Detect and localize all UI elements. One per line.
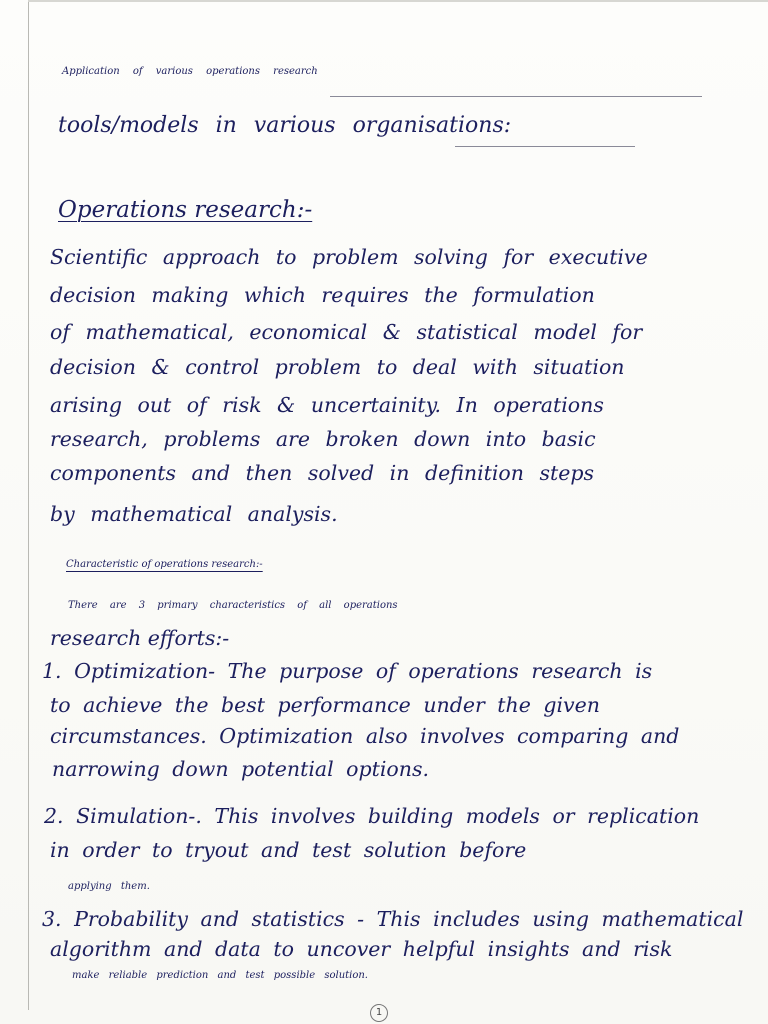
page-number: 1 [370,1004,388,1022]
intro-line: research efforts:- [50,626,230,650]
list-item-optimization-line: circumstances. Optimization also involves comparing and [50,724,680,748]
page-top-edge [28,0,768,2]
paragraph-line: decision making which requires the formulation [50,283,595,307]
section-heading-characteristics: Characteristic of operations research:- [66,559,263,570]
list-item-probability-line: algorithm and data to uncover helpful insights and risk [50,937,673,961]
list-item-probability-line: make reliable prediction and test possible solution. [72,970,368,981]
intro-line: There are 3 primary characteristics of all operations [68,600,398,611]
list-item-optimization-line: to achieve the best performance under the given [50,693,600,717]
list-item-optimization-line: narrowing down potential options. [52,757,430,781]
paragraph-line: components and then solved in definition steps [50,461,595,485]
title-underline-2 [455,146,635,147]
list-item-probability-line: 3. Probability and statistics - This includes using mathematical [42,907,744,931]
paragraph-line: decision & control problem to deal with situation [50,355,625,379]
list-item-simulation-line: in order to tryout and test solution before [50,838,527,862]
paragraph-line: by mathematical analysis. [50,502,338,526]
paragraph-line: research, problems are broken down into basic [50,427,596,451]
margin-line [28,0,29,1010]
list-item-simulation-line: 2. Simulation-. This involves building models or replication [44,804,700,828]
title-line-1: Application of various operations research [62,66,318,77]
list-item-optimization-line: 1. Optimization- The purpose of operations research is [42,659,653,683]
title-line-2: tools/models in various organisations: [58,113,512,138]
paragraph-line: Scientific approach to problem solving for executive [50,245,648,269]
title-underline-1 [330,96,702,97]
list-item-simulation-line: applying them. [68,881,150,892]
paragraph-line: arising out of risk & uncertainity. In operations [50,393,604,417]
paragraph-line: of mathematical, economical & statistical model for [50,320,643,344]
section-heading-operations-research: Operations research:- [58,197,313,223]
